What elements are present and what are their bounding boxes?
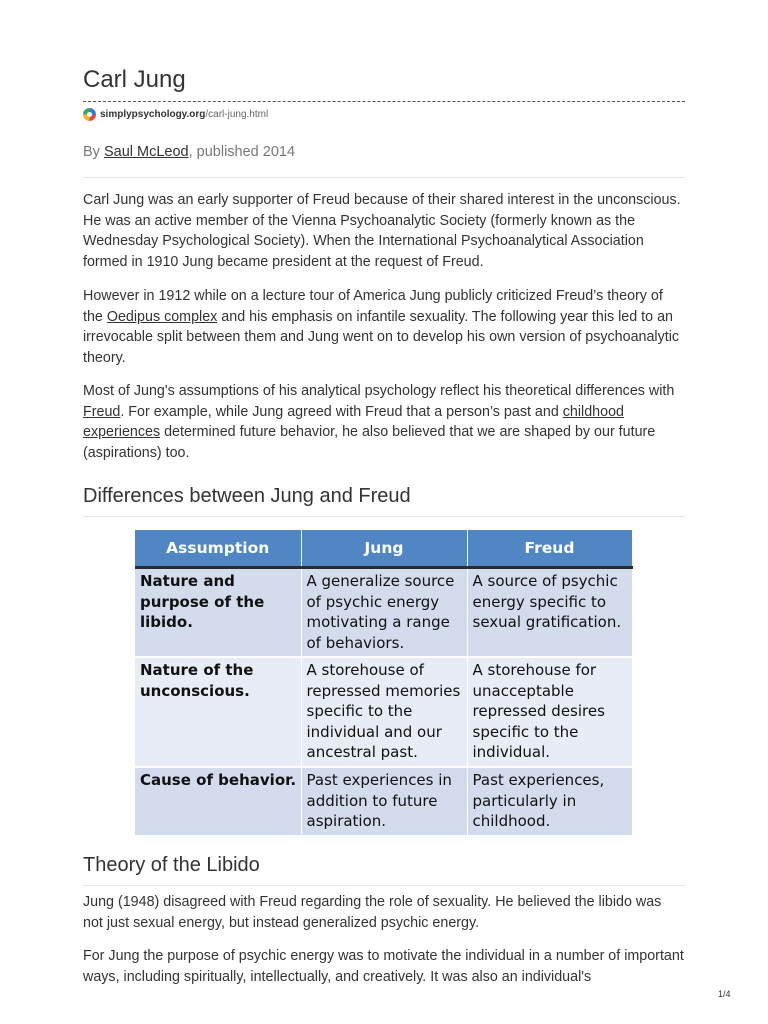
header-assumption: Assumption xyxy=(135,530,301,568)
section-divider xyxy=(83,885,685,886)
page-number: 1/4 xyxy=(718,989,731,999)
table-cell-jung: Past experiences in addition to future aspiration. xyxy=(301,767,467,835)
source-domain: simplypsychology.org xyxy=(100,108,206,120)
title-divider xyxy=(83,101,685,102)
table-cell-assumption: Nature of the unconscious. xyxy=(135,657,301,767)
paragraph-text: Most of Jung's assumptions of his analytical psychology reflect his theoretical differences with xyxy=(83,383,675,399)
comparison-table-image xyxy=(135,530,632,835)
paragraph-3 xyxy=(83,381,685,464)
header-freud: Freud xyxy=(467,530,632,568)
source-link[interactable] xyxy=(83,107,268,121)
source-path: /carl-jung.html xyxy=(205,108,269,120)
table-row xyxy=(135,767,632,835)
paragraph-2 xyxy=(83,286,685,369)
paragraph-text: and his emphasis on infantile sexuality. The following year this led to an irrevocable split between them and Jung went on to develop his own version of psychoanalytic theory. xyxy=(83,308,680,367)
table-cell-assumption: Cause of behavior. xyxy=(135,767,301,835)
table-row xyxy=(135,657,632,767)
table-cell-freud: Past experiences, particularly in childhood. xyxy=(467,767,632,835)
paragraph-1: Carl Jung was an early supporter of Freud because of their shared interest in the unconscious. He was an active member of the Vienna Psychoanalytic Society (formerly known as the Wednesday Psychological Society). When the International Psychoanalytical Association formed in 1910 Jung became president at the request of Freud. xyxy=(83,192,681,271)
table-cell-freud: A storehouse for unacceptable repressed desires specific to the individual. xyxy=(467,657,632,767)
libido-paragraph-2: For Jung the purpose of psychic energy was to motivate the individual in a number of important ways, including spiritually, intellectually, and creatively. It was also an individual's xyxy=(83,948,684,985)
byline-divider xyxy=(83,177,685,178)
byline-suffix: , published 2014 xyxy=(188,144,296,160)
byline xyxy=(83,144,295,160)
paragraph-text: . For example, while Jung agreed with Freud that a person’s past and xyxy=(120,403,563,420)
freud-link[interactable]: Freud xyxy=(83,403,121,420)
section-heading-libido: Theory of the Libido xyxy=(83,854,260,876)
childhood-experiences-link[interactable]: childhood experiences xyxy=(83,403,624,441)
page-title: Carl Jung xyxy=(83,66,186,93)
paragraph-text: determined future behavior, he also believed that we are shaped by our future (aspirations) too. xyxy=(83,424,656,462)
oedipus-complex-link[interactable]: Oedipus complex xyxy=(106,308,218,325)
table-cell-jung: A storehouse of repressed memories specific to the individual and our ancestral past. xyxy=(301,657,467,767)
section-heading-differences: Differences between Jung and Freud xyxy=(83,485,411,507)
table-row xyxy=(135,568,632,658)
libido-paragraph-1: Jung (1948) disagreed with Freud regarding the role of sexuality. He believed the libido was not just sexual energy, but instead generalized psychic energy. xyxy=(83,894,662,931)
table-cell-jung: A generalize source of psychic energy motivating a range of behaviors. xyxy=(301,568,467,658)
byline-prefix: By xyxy=(83,144,104,160)
table-header-row xyxy=(135,530,632,568)
table-cell-assumption: Nature and purpose of the libido. xyxy=(135,568,301,658)
paragraph-text: However in 1912 while on a lecture tour of America Jung publicly criticized Freud’s theory of the xyxy=(83,288,663,325)
jung-freud-comparison-table xyxy=(135,530,633,835)
section-divider xyxy=(83,516,685,517)
header-jung: Jung xyxy=(301,530,467,568)
table-cell-freud: A source of psychic energy specific to sexual gratification. xyxy=(467,568,632,658)
author-link[interactable]: Saul McLeod xyxy=(103,144,189,160)
site-favicon-icon xyxy=(83,108,96,121)
